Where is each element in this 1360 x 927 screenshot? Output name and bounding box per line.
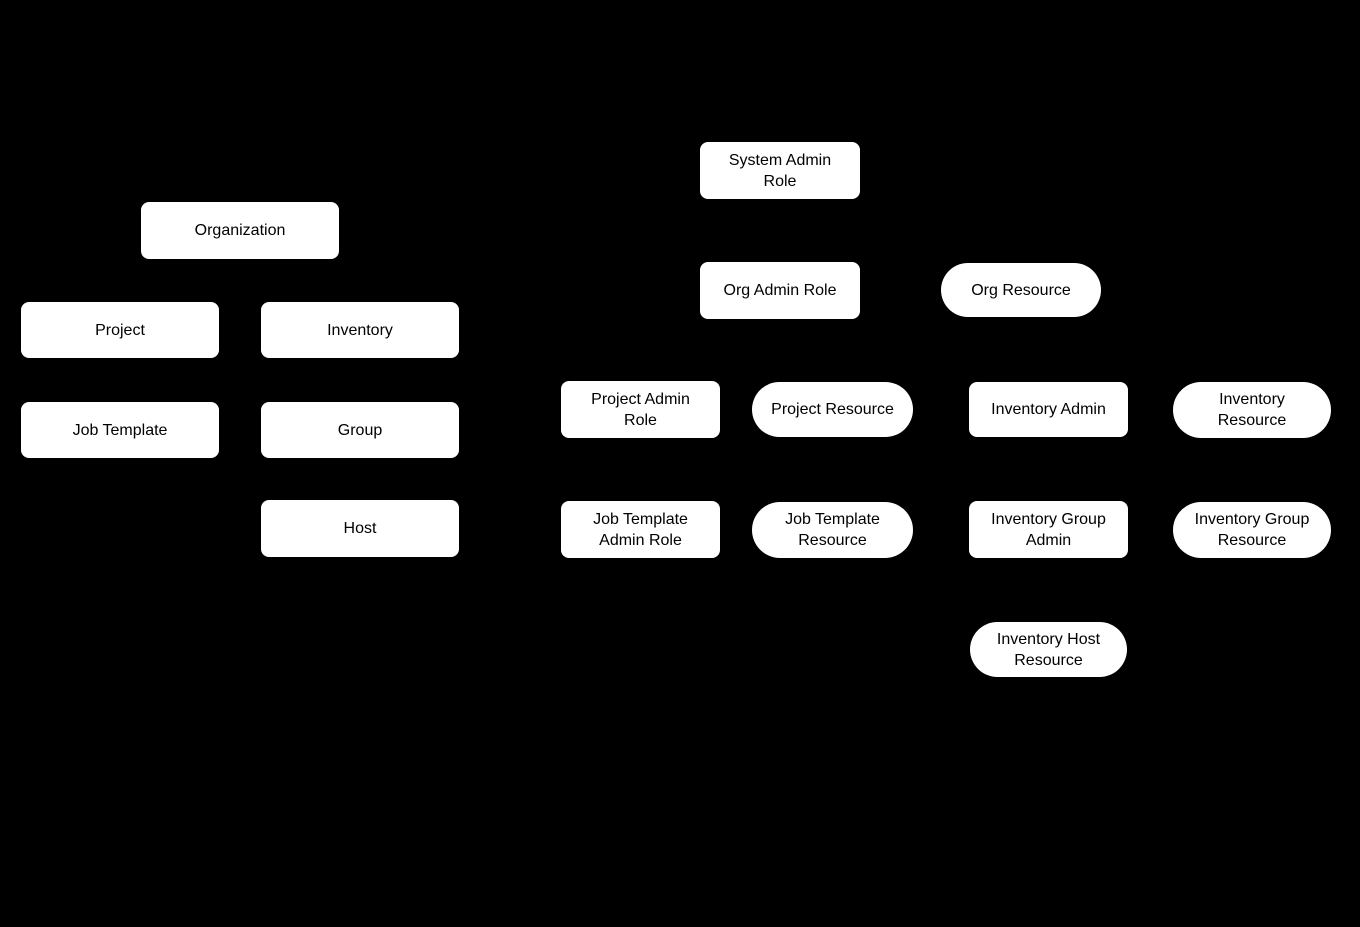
node-label: Job Template Resource [785, 511, 880, 549]
node-label: Inventory Resource [1217, 391, 1287, 429]
node-inventory [261, 302, 459, 358]
node-label: Project [95, 321, 145, 339]
node-group [261, 402, 459, 458]
node-system-admin-role [700, 142, 860, 199]
node-label: Project Admin Role [591, 390, 690, 429]
node-job-template-resource [752, 502, 913, 558]
node-label: Organization [194, 222, 286, 239]
node-job-template [21, 402, 219, 458]
node-inventory-host-resource [970, 622, 1127, 677]
node-label: Project Resource [771, 401, 894, 418]
node-project [21, 302, 219, 358]
node-project-resource [752, 382, 913, 437]
node-label: Job Template Admin Role [593, 510, 688, 549]
node-label: Inventory Admin [991, 401, 1106, 418]
node-org-resource [941, 263, 1101, 317]
node-inventory-group-resource [1173, 502, 1331, 558]
node-label: Host [343, 520, 377, 537]
node-label: Inventory Host Resource [996, 630, 1101, 669]
node-label: Inventory Group Resource [1194, 511, 1310, 549]
node-label: Org Admin Role [723, 282, 837, 299]
node-org-admin-role [700, 262, 860, 319]
node-organization [141, 202, 339, 259]
node-job-template-admin-role [561, 501, 720, 558]
node-project-admin-role [561, 381, 720, 438]
node-inventory-admin [969, 382, 1128, 437]
node-label: Group [337, 421, 383, 439]
node-label: System Admin Role [728, 151, 832, 190]
node-host [261, 500, 459, 557]
node-inventory-resource [1173, 382, 1331, 438]
node-label: Job Template [72, 421, 168, 439]
node-label: Org Resource [971, 281, 1071, 299]
node-inventory-group-admin [969, 501, 1128, 558]
node-label: Inventory Group Admin [991, 510, 1106, 549]
node-label: Inventory [327, 321, 393, 339]
